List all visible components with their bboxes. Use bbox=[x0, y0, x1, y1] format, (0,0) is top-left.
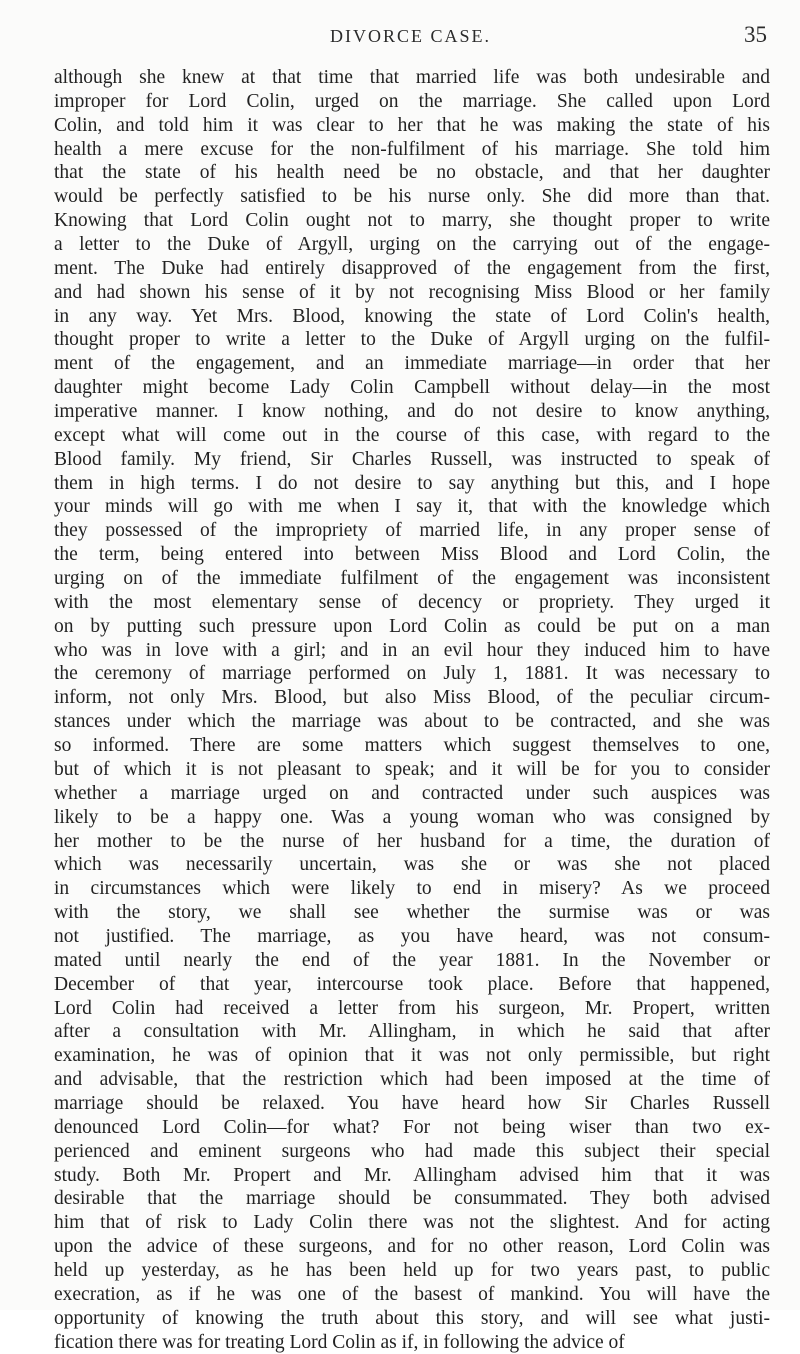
text-line: with the most elementary sense of decency or propriety. They urged it bbox=[54, 591, 770, 613]
text-line: the term, being entered into between Miss Blood and Lord Colin, the bbox=[54, 544, 770, 566]
text-line: denounced Lord Colin—for what? For not being wiser than two ex- bbox=[54, 1116, 770, 1138]
text-line: ment. The Duke had entirely disapproved of the engagement from the first, bbox=[54, 257, 770, 279]
text-line: imperative manner. I know nothing, and do not desire to know anything, bbox=[54, 401, 770, 423]
text-line: which was necessarily uncertain, was she or was she not placed bbox=[54, 854, 770, 876]
text-line: with the story, we shall see whether the surmise was or was bbox=[54, 902, 770, 924]
text-line: him that of risk to Lady Colin there was not the slightest. And for acting bbox=[54, 1212, 770, 1234]
text-line: Colin, and told him it was clear to her that he was making the state of his bbox=[54, 114, 770, 136]
text-line: who was in love with a girl; and in an evil hour they induced him to have bbox=[54, 639, 770, 661]
page-number: 35 bbox=[744, 22, 767, 47]
text-line: held up yesterday, as he has been held up for two years past, to public bbox=[54, 1259, 770, 1281]
text-line: stances under which the marriage was about to be contracted, and she was bbox=[54, 711, 770, 733]
text-line: so informed. There are some matters which suggest themselves to one, bbox=[54, 735, 770, 757]
text-line: Blood family. My friend, Sir Charles Russell, was instructed to speak of bbox=[54, 448, 770, 470]
text-line: daughter might become Lady Colin Campbell without delay—in the most bbox=[54, 377, 770, 399]
text-line: in any way. Yet Mrs. Blood, knowing the state of Lord Colin's health, bbox=[54, 305, 770, 327]
text-line: on by putting such pressure upon Lord Colin as could be put on a man bbox=[54, 615, 770, 637]
text-line: fication there was for treating Lord Colin as if, in following the advice of bbox=[54, 1331, 625, 1353]
text-line: examination, he was of opinion that it was not only permissible, but right bbox=[54, 1045, 770, 1067]
text-line: Lord Colin had received a letter from his surgeon, Mr. Propert, written bbox=[54, 997, 770, 1019]
text-line: after a consultation with Mr. Allingham, in which he said that after bbox=[54, 1021, 770, 1043]
body-text bbox=[54, 66, 770, 1354]
text-line: but of which it is not pleasant to speak; and it will be for you to consider bbox=[54, 758, 770, 780]
text-line: and advisable, that the restriction which had been imposed at the time of bbox=[54, 1069, 770, 1091]
text-line: and had shown his sense of it by not recognising Miss Blood or her family bbox=[54, 281, 770, 303]
text-line: desirable that the marriage should be consummated. They both advised bbox=[54, 1188, 770, 1210]
running-title: DIVORCE CASE. bbox=[330, 26, 492, 46]
text-line: them in high terms. I do not desire to say anything but this, and I hope bbox=[54, 472, 770, 494]
text-line: improper for Lord Colin, urged on the marriage. She called upon Lord bbox=[54, 90, 770, 112]
text-line: except what will come out in the course of this case, with regard to the bbox=[54, 424, 770, 446]
text-line: opportunity of knowing the truth about this story, and will see what justi- bbox=[54, 1307, 770, 1329]
text-line: inform, not only Mrs. Blood, but also Miss Blood, of the peculiar circum- bbox=[54, 687, 770, 709]
running-header bbox=[0, 22, 800, 56]
text-line: not justified. The marriage, as you have heard, was not consum- bbox=[54, 925, 770, 947]
text-line: mated until nearly the end of the year 1881. In the November or bbox=[54, 949, 770, 971]
text-line: perienced and eminent surgeons who had made this subject their special bbox=[54, 1140, 770, 1162]
text-line: the ceremony of marriage performed on July 1, 1881. It was necessary to bbox=[54, 663, 770, 685]
text-line: study. Both Mr. Propert and Mr. Allingham advised him that it was bbox=[54, 1164, 770, 1186]
text-line: a letter to the Duke of Argyll, urging on the carrying out of the engage- bbox=[54, 234, 770, 256]
text-line: health a mere excuse for the non-fulfilment of his marriage. She told him bbox=[54, 138, 770, 160]
text-line: whether a marriage urged on and contracted under such auspices was bbox=[54, 782, 770, 804]
text-line: thought proper to write a letter to the Duke of Argyll urging on the fulfil- bbox=[54, 329, 770, 351]
text-line: they possessed of the impropriety of married life, in any proper sense of bbox=[54, 520, 770, 542]
text-line: ment of the engagement, and an immediate marriage—in order that her bbox=[54, 353, 770, 375]
text-line: would be perfectly satisfied to be his nurse only. She did more than that. bbox=[54, 186, 770, 208]
text-line: that the state of his health need be no obstacle, and that her daughter bbox=[54, 162, 770, 184]
text-line: urging on of the immediate fulfilment of the engagement was inconsistent bbox=[54, 568, 770, 590]
text-line: although she knew at that time that married life was both undesirable and bbox=[54, 67, 770, 88]
text-line: your minds will go with me when I say it, that with the knowledge which bbox=[54, 496, 770, 518]
text-line: upon the advice of these surgeons, and for no other reason, Lord Colin was bbox=[54, 1236, 770, 1258]
text-line: her mother to be the nurse of her husband for a time, the duration of bbox=[54, 830, 770, 852]
text-line: marriage should be relaxed. You have heard how Sir Charles Russell bbox=[54, 1092, 770, 1114]
text-line: in circumstances which were likely to end in misery? As we proceed bbox=[54, 878, 770, 900]
text-line: December of that year, intercourse took place. Before that happened, bbox=[54, 973, 770, 995]
text-line: likely to be a happy one. Was a young woman who was consigned by bbox=[54, 806, 770, 828]
text-line: Knowing that Lord Colin ought not to marry, she thought proper to write bbox=[54, 210, 770, 232]
text-line: execration, as if he was one of the basest of mankind. You will have the bbox=[54, 1283, 770, 1305]
